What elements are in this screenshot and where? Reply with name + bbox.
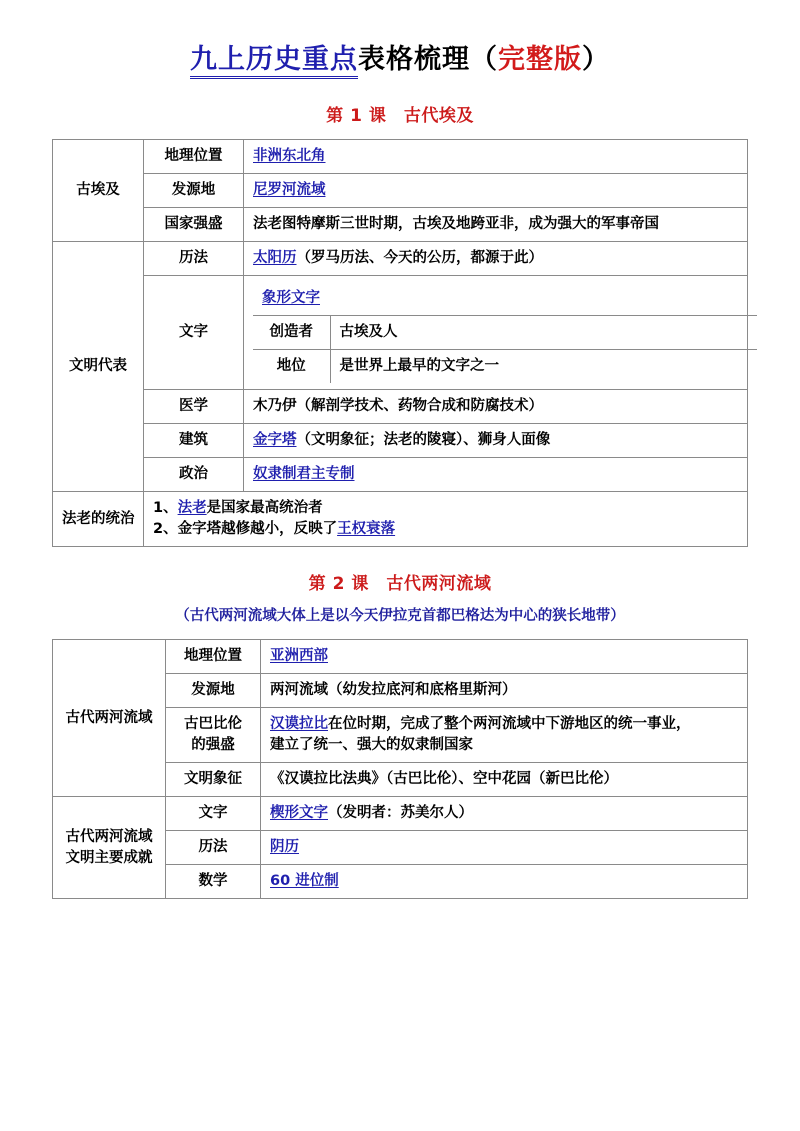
rule-line-2 [153, 519, 738, 540]
cell-value-politics [244, 458, 748, 492]
table-row [253, 316, 757, 350]
link-text: 法老 [177, 500, 207, 517]
label-line-1: 古巴比伦 [184, 716, 242, 733]
cell-value-symbol: 《汉谟拉比法典》（古巴比伦）、空中花园（新巴比伦） [261, 763, 748, 797]
cell-group-label-achievements [53, 797, 166, 899]
table-row [53, 797, 748, 831]
cell-label-power: 国家强盛 [144, 208, 244, 242]
lesson-1-heading: 第 1 课 古代埃及 [326, 106, 474, 126]
label-line-1: 古代两河流域 [65, 828, 153, 845]
cell-label-calendar: 历法 [144, 242, 244, 276]
plain-text: （罗马历法、今天的公历，都源于此） [296, 250, 543, 267]
link-text: 象形文字 [262, 290, 320, 307]
cell-label-politics: 政治 [144, 458, 244, 492]
page-title-black-open: 表格梳理（ [358, 44, 498, 75]
cell-label-origin: 发源地 [144, 174, 244, 208]
table-row [53, 424, 748, 458]
babylon-line-1 [270, 714, 738, 735]
plain-text: （发明者：苏美尔人） [328, 805, 473, 822]
link-text: 60 进位制 [270, 873, 339, 890]
cell-value-hieroglyph [253, 282, 757, 316]
page-title-blue-part: 九上历史重点 [190, 44, 358, 79]
lesson-2-subtitle: （古代两河流域大体上是以今天伊拉克首都巴格达为中心的狭长地带） [175, 608, 625, 625]
link-text: 太阳历 [253, 250, 297, 267]
link-text: 阴历 [270, 839, 299, 856]
cell-value-babylon [261, 708, 748, 763]
cell-group-label-civilization: 文明代表 [53, 242, 144, 492]
cell-value-pharaoh-rule [144, 492, 748, 547]
babylon-line-2: 建立了统一、强大的奴隶制国家 [270, 737, 473, 754]
cell-label-writing: 文字 [144, 276, 244, 390]
table-row [53, 640, 748, 674]
cell-label-writing: 文字 [166, 797, 261, 831]
table-row [53, 390, 748, 424]
cell-label-medicine: 医学 [144, 390, 244, 424]
rule-line-1 [153, 498, 738, 519]
plain-text: 1、 [153, 500, 178, 517]
table-row [53, 276, 748, 390]
link-text: 王权衰落 [337, 521, 396, 538]
plain-text: 在位时期，完成了整个两河流域中下游地区的统一事业， [328, 716, 691, 733]
cell-group-label-pharaoh-rule: 法老的统治 [53, 492, 144, 547]
cell-value-creator: 古埃及人 [330, 316, 757, 350]
writing-sub-table [253, 282, 757, 383]
link-text: 楔形文字 [270, 805, 328, 822]
lesson-2-heading: 第 2 课 古代两河流域 [308, 574, 492, 595]
cell-value-architecture [244, 424, 748, 458]
page-title [0, 0, 800, 80]
cell-value-power: 法老图特摩斯三世时期，古埃及地跨亚非，成为强大的军事帝国 [244, 208, 748, 242]
cell-value-math [261, 865, 748, 899]
cell-label-babylon [166, 708, 261, 763]
cell-label-geography: 地理位置 [144, 140, 244, 174]
cell-label-symbol: 文明象征 [166, 763, 261, 797]
lesson-2-table [52, 639, 748, 899]
cell-value-geography [261, 640, 748, 674]
cell-value-writing-nested [244, 276, 748, 390]
plain-text: （文明象征；法老的陵寝）、狮身人面像 [296, 432, 551, 449]
label-line-2: 的强盛 [191, 737, 235, 754]
table-row [53, 208, 748, 242]
cell-value-origin [244, 174, 748, 208]
lesson-1-table-wrapper [0, 139, 800, 547]
link-text: 奴隶制君主专制 [253, 466, 355, 483]
plain-text: 是国家最高统治者 [206, 500, 323, 517]
link-text: 尼罗河流域 [253, 182, 326, 199]
page-title-red-part: 完整版 [498, 44, 582, 75]
cell-value-writing [261, 797, 748, 831]
lesson-1-table [52, 139, 748, 547]
cell-group-label-guaiji: 古埃及 [53, 140, 144, 242]
cell-label-creator: 创造者 [253, 316, 330, 350]
link-text: 亚洲西部 [270, 648, 328, 665]
table-row [253, 350, 757, 384]
cell-value-origin: 两河流域（幼发拉底河和底格里斯河） [261, 674, 748, 708]
link-text: 非洲东北角 [253, 148, 326, 164]
table-row [53, 242, 748, 276]
lesson-2-table-wrapper [0, 639, 800, 899]
table-row [53, 140, 748, 174]
table-row [53, 492, 748, 547]
link-text: 金字塔 [253, 432, 297, 449]
link-text: 汉谟拉比 [270, 716, 328, 733]
cell-label-status: 地位 [253, 350, 330, 384]
cell-group-label-mesopotamia: 古代两河流域 [53, 640, 166, 797]
cell-label-calendar: 历法 [166, 831, 261, 865]
cell-value-calendar [244, 242, 748, 276]
cell-value-calendar [261, 831, 748, 865]
table-row [53, 458, 748, 492]
cell-label-origin: 发源地 [166, 674, 261, 708]
cell-value-geography [244, 140, 748, 174]
table-row [253, 282, 757, 316]
label-line-2: 文明主要成就 [65, 849, 153, 866]
cell-value-medicine: 木乃伊（解剖学技术、药物合成和防腐技术） [244, 390, 748, 424]
cell-label-architecture: 建筑 [144, 424, 244, 458]
plain-text: 2、金字塔越修越小，反映了 [153, 521, 338, 538]
page-title-black-close: ） [582, 44, 610, 75]
cell-label-math: 数学 [166, 865, 261, 899]
table-row [53, 174, 748, 208]
cell-value-status: 是世界上最早的文字之一 [339, 358, 499, 375]
cell-label-geography: 地理位置 [166, 640, 261, 674]
